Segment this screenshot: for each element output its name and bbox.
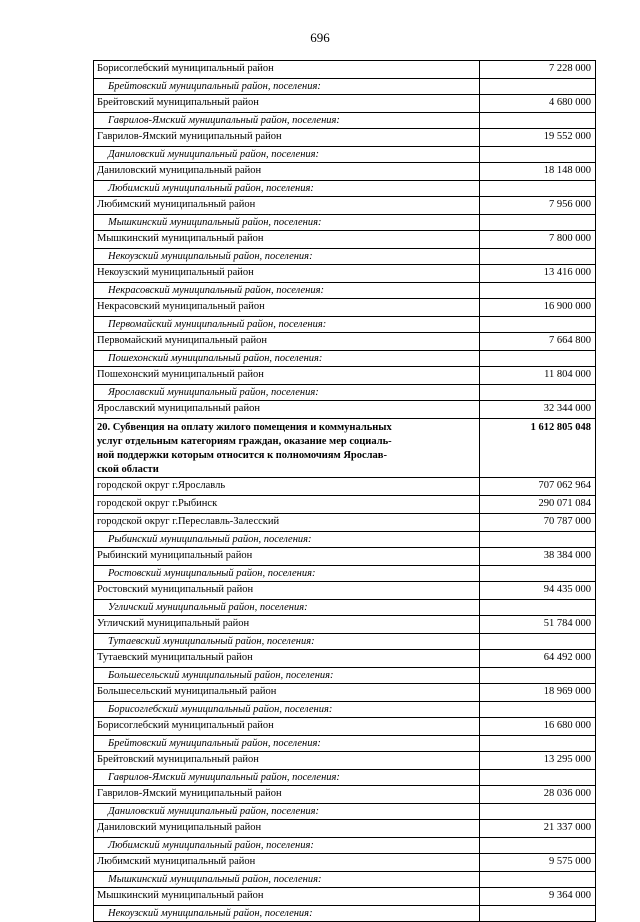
row-amount: 70 787 000 xyxy=(480,514,596,532)
row-amount xyxy=(480,566,596,582)
subheader-row xyxy=(94,702,596,718)
row-name: Брейтовский муниципальный район xyxy=(94,95,480,113)
subheader-label: Угличский муниципальный район, поселения: xyxy=(94,600,480,616)
table-row xyxy=(94,752,596,770)
row-name: Гаврилов-Ямский муниципальный район xyxy=(94,129,480,147)
subheader-label: Гаврилов-Ямский муниципальный район, поселения: xyxy=(94,113,480,129)
table-row xyxy=(94,582,596,600)
table-row xyxy=(94,265,596,283)
row-amount: 7 228 000 xyxy=(480,61,596,79)
subheader-label: Некоузский муниципальный район, поселения: xyxy=(94,249,480,265)
section-title-line: ской области xyxy=(97,464,159,475)
row-amount xyxy=(480,634,596,650)
row-amount: 16 680 000 xyxy=(480,718,596,736)
row-name: Брейтовский муниципальный район xyxy=(94,752,480,770)
section-title-line: 20. Субвенция на оплату жилого помещения и коммунальных xyxy=(97,422,392,433)
subheader-label: Мышкинский муниципальный район, поселения: xyxy=(94,872,480,888)
subheader-row xyxy=(94,385,596,401)
subheader-label: Даниловский муниципальный район, поселения: xyxy=(94,147,480,163)
section-title-line: ной поддержки которым относится к полномочиям Ярослав- xyxy=(97,450,387,461)
row-amount: 9 364 000 xyxy=(480,888,596,906)
section-row xyxy=(94,419,596,478)
table-row xyxy=(94,786,596,804)
subheader-label: Даниловский муниципальный район, поселения: xyxy=(94,804,480,820)
row-amount xyxy=(480,736,596,752)
section-title xyxy=(94,419,480,478)
row-name: городской округ г.Рыбинск xyxy=(94,496,480,514)
table-row xyxy=(94,129,596,147)
row-name: Любимский муниципальный район xyxy=(94,197,480,215)
table-row xyxy=(94,888,596,906)
row-amount xyxy=(480,532,596,548)
table-row xyxy=(94,367,596,385)
subheader-row xyxy=(94,181,596,197)
subheader-row xyxy=(94,770,596,786)
row-amount: 11 804 000 xyxy=(480,367,596,385)
subheader-label: Ростовский муниципальный район, поселения: xyxy=(94,566,480,582)
row-amount: 28 036 000 xyxy=(480,786,596,804)
table-row xyxy=(94,299,596,317)
subheader-row xyxy=(94,872,596,888)
subheader-label: Гаврилов-Ямский муниципальный район, поселения: xyxy=(94,770,480,786)
row-amount: 21 337 000 xyxy=(480,820,596,838)
row-name: Борисоглебский муниципальный район xyxy=(94,718,480,736)
subheader-label: Пошехонский муниципальный район, поселения: xyxy=(94,351,480,367)
table-row xyxy=(94,514,596,532)
row-amount xyxy=(480,906,596,922)
row-amount xyxy=(480,351,596,367)
subheader-row xyxy=(94,351,596,367)
row-amount xyxy=(480,838,596,854)
table-row xyxy=(94,61,596,79)
row-amount xyxy=(480,385,596,401)
subheader-row xyxy=(94,147,596,163)
budget-table xyxy=(93,60,596,922)
row-name: Даниловский муниципальный район xyxy=(94,820,480,838)
row-amount: 18 148 000 xyxy=(480,163,596,181)
subheader-row xyxy=(94,283,596,299)
row-amount: 13 295 000 xyxy=(480,752,596,770)
row-amount xyxy=(480,872,596,888)
table-row xyxy=(94,95,596,113)
row-amount: 4 680 000 xyxy=(480,95,596,113)
subheader-row xyxy=(94,634,596,650)
table-row xyxy=(94,496,596,514)
subheader-row xyxy=(94,838,596,854)
row-amount xyxy=(480,113,596,129)
row-name: Даниловский муниципальный район xyxy=(94,163,480,181)
subheader-row xyxy=(94,249,596,265)
row-amount: 707 062 964 xyxy=(480,478,596,496)
budget-table-body xyxy=(94,61,596,922)
row-amount: 9 575 000 xyxy=(480,854,596,872)
subheader-label: Брейтовский муниципальный район, поселения: xyxy=(94,736,480,752)
table-row xyxy=(94,478,596,496)
row-amount: 7 664 800 xyxy=(480,333,596,351)
subheader-label: Рыбинский муниципальный район, поселения: xyxy=(94,532,480,548)
row-amount: 38 384 000 xyxy=(480,548,596,566)
subheader-row xyxy=(94,532,596,548)
subheader-label: Брейтовский муниципальный район, поселения: xyxy=(94,79,480,95)
subheader-row xyxy=(94,804,596,820)
row-name: Гаврилов-Ямский муниципальный район xyxy=(94,786,480,804)
table-row xyxy=(94,163,596,181)
row-name: Угличский муниципальный район xyxy=(94,616,480,634)
row-amount xyxy=(480,600,596,616)
row-amount: 13 416 000 xyxy=(480,265,596,283)
row-name: Первомайский муниципальный район xyxy=(94,333,480,351)
row-name: Рыбинский муниципальный район xyxy=(94,548,480,566)
subheader-label: Некрасовский муниципальный район, поселения: xyxy=(94,283,480,299)
row-amount: 7 956 000 xyxy=(480,197,596,215)
subheader-row xyxy=(94,906,596,922)
subheader-label: Любимский муниципальный район, поселения: xyxy=(94,838,480,854)
subheader-label: Тутаевский муниципальный район, поселения: xyxy=(94,634,480,650)
row-name: Мышкинский муниципальный район xyxy=(94,231,480,249)
table-row xyxy=(94,854,596,872)
subheader-row xyxy=(94,317,596,333)
row-name: Борисоглебский муниципальный район xyxy=(94,61,480,79)
row-amount xyxy=(480,181,596,197)
row-amount xyxy=(480,147,596,163)
row-amount: 51 784 000 xyxy=(480,616,596,634)
table-row xyxy=(94,650,596,668)
row-amount: 94 435 000 xyxy=(480,582,596,600)
row-amount xyxy=(480,770,596,786)
row-name: городской округ г.Переславль-Залесский xyxy=(94,514,480,532)
section-title-line: услуг отдельным категориям граждан, оказание мер социаль- xyxy=(97,436,392,447)
table-row xyxy=(94,197,596,215)
row-amount: 18 969 000 xyxy=(480,684,596,702)
row-amount: 19 552 000 xyxy=(480,129,596,147)
row-name: Большесельский муниципальный район xyxy=(94,684,480,702)
table-row xyxy=(94,231,596,249)
row-name: Любимский муниципальный район xyxy=(94,854,480,872)
table-row xyxy=(94,333,596,351)
row-amount: 7 800 000 xyxy=(480,231,596,249)
subheader-label: Некоузский муниципальный район, поселения: xyxy=(94,906,480,922)
table-row xyxy=(94,401,596,419)
page-number: 696 xyxy=(310,30,330,45)
table-row xyxy=(94,684,596,702)
row-name: Мышкинский муниципальный район xyxy=(94,888,480,906)
row-name: Пошехонский муниципальный район xyxy=(94,367,480,385)
row-name: Ярославский муниципальный район xyxy=(94,401,480,419)
table-row xyxy=(94,548,596,566)
row-name: Ростовский муниципальный район xyxy=(94,582,480,600)
subheader-row xyxy=(94,79,596,95)
table-row xyxy=(94,718,596,736)
row-amount: 290 071 084 xyxy=(480,496,596,514)
row-amount xyxy=(480,249,596,265)
row-name: Некрасовский муниципальный район xyxy=(94,299,480,317)
row-amount: 1 612 805 048 xyxy=(480,419,596,478)
row-amount xyxy=(480,79,596,95)
subheader-label: Борисоглебский муниципальный район, поселения: xyxy=(94,702,480,718)
row-amount xyxy=(480,215,596,231)
row-amount: 16 900 000 xyxy=(480,299,596,317)
row-amount xyxy=(480,702,596,718)
subheader-label: Любимский муниципальный район, поселения: xyxy=(94,181,480,197)
row-amount: 64 492 000 xyxy=(480,650,596,668)
subheader-row xyxy=(94,600,596,616)
row-amount: 32 344 000 xyxy=(480,401,596,419)
row-amount xyxy=(480,317,596,333)
subheader-label: Ярославский муниципальный район, поселения: xyxy=(94,385,480,401)
row-name: Тутаевский муниципальный район xyxy=(94,650,480,668)
subheader-row xyxy=(94,566,596,582)
subheader-row xyxy=(94,215,596,231)
subheader-row xyxy=(94,668,596,684)
row-amount xyxy=(480,668,596,684)
row-name: городской округ г.Ярославль xyxy=(94,478,480,496)
table-row xyxy=(94,820,596,838)
subheader-label: Большесельский муниципальный район, поселения: xyxy=(94,668,480,684)
subheader-row xyxy=(94,736,596,752)
row-amount xyxy=(480,804,596,820)
table-row xyxy=(94,616,596,634)
row-name: Некоузский муниципальный район xyxy=(94,265,480,283)
subheader-label: Первомайский муниципальный район, поселения: xyxy=(94,317,480,333)
subheader-row xyxy=(94,113,596,129)
subheader-label: Мышкинский муниципальный район, поселения: xyxy=(94,215,480,231)
row-amount xyxy=(480,283,596,299)
